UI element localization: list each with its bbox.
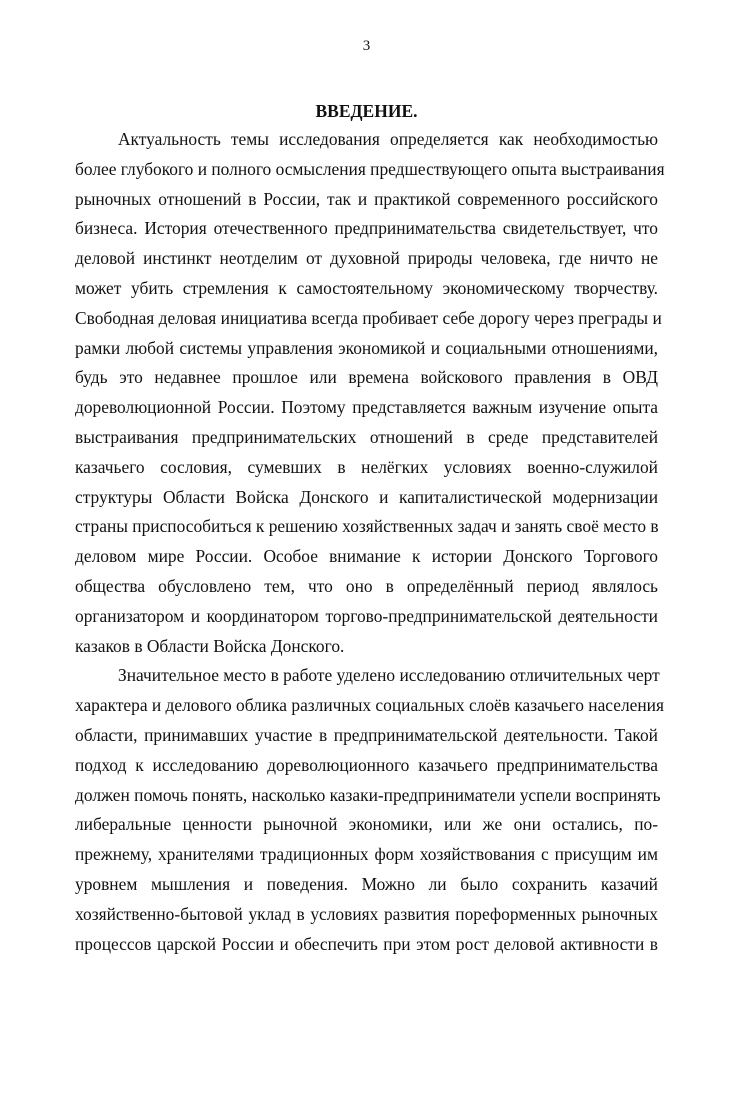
page-number: 3 [362,38,371,54]
text-line: рамки любой системы управления экономикой и социальными отношениями, [75,337,658,358]
text-line: может убить стремления к самостоятельному экономическому творчеству. [75,277,658,298]
text-line: выстраивания предпринимательских отношений в среде представителей [75,426,658,447]
text-line: рыночных отношений в России, так и практикой современного российского [75,188,658,209]
text-line: процессов царской России и обеспечить при этом рост деловой активности в [75,933,658,954]
text-line: страны приспособиться к решению хозяйственных задач и занять своё место в [75,516,659,537]
text-line: более глубокого и полного осмысления предшествующего опыта выстраивания [75,158,665,179]
text-line: хозяйственно-бытовой уклад в условиях развития пореформенных рыночных [75,903,658,924]
text-line: организатором и координатором торгово-предпринимательской деятельности [75,605,658,626]
text-line: подход к исследованию дореволюционного казачьего предпринимательства [75,754,658,775]
text-line: структуры Области Войска Донского и капиталистической модернизации [75,486,658,507]
text-line: деловой инстинкт неотделим от духовной природы человека, где ничто не [75,248,658,269]
text-line: области, принимавших участие в предпринимательской деятельности. Такой [75,724,658,745]
text-line: дореволюционной России. Поэтому представляется важным изучение опыта [75,397,658,418]
document-body [75,125,665,959]
text-line: Значительное место в работе уделено исследованию отличительных черт [118,665,660,686]
text-line: либеральные ценности рыночной экономики, или же они остались, по- [75,814,658,835]
text-line: общества обусловлено тем, что оно в определённый период являлось [75,575,658,596]
text-line: уровнем мышления и поведения. Можно ли было сохранить казачий [75,873,658,894]
text-line: характера и делового облика различных социальных слоёв казачьего населения [75,695,664,716]
text-line: прежнему, хранителями традиционных форм хозяйствования с присущим им [75,844,658,865]
text-line: должен помочь понять, насколько казаки-предприниматели успели воспринять [75,784,661,805]
text-line: бизнеса. История отечественного предпринимательства свидетельствует, что [75,218,658,239]
text-line: деловом мире России. Особое внимание к истории Донского Торгового [75,546,658,567]
text-line: будь это недавнее прошлое или времена войскового правления в ОВД [75,367,658,388]
text-line: казаков в Области Войска Донского. [75,635,345,656]
text-line: Актуальность темы исследования определяется как необходимостью [118,129,658,149]
text-line: казачьего сословия, сумевших в нелёгких условиях военно-служилой [75,456,658,477]
page-title: ВВЕДЕНИЕ. [315,101,418,121]
text-line: Свободная деловая инициатива всегда пробивает себе дорогу через преграды и [75,307,662,328]
